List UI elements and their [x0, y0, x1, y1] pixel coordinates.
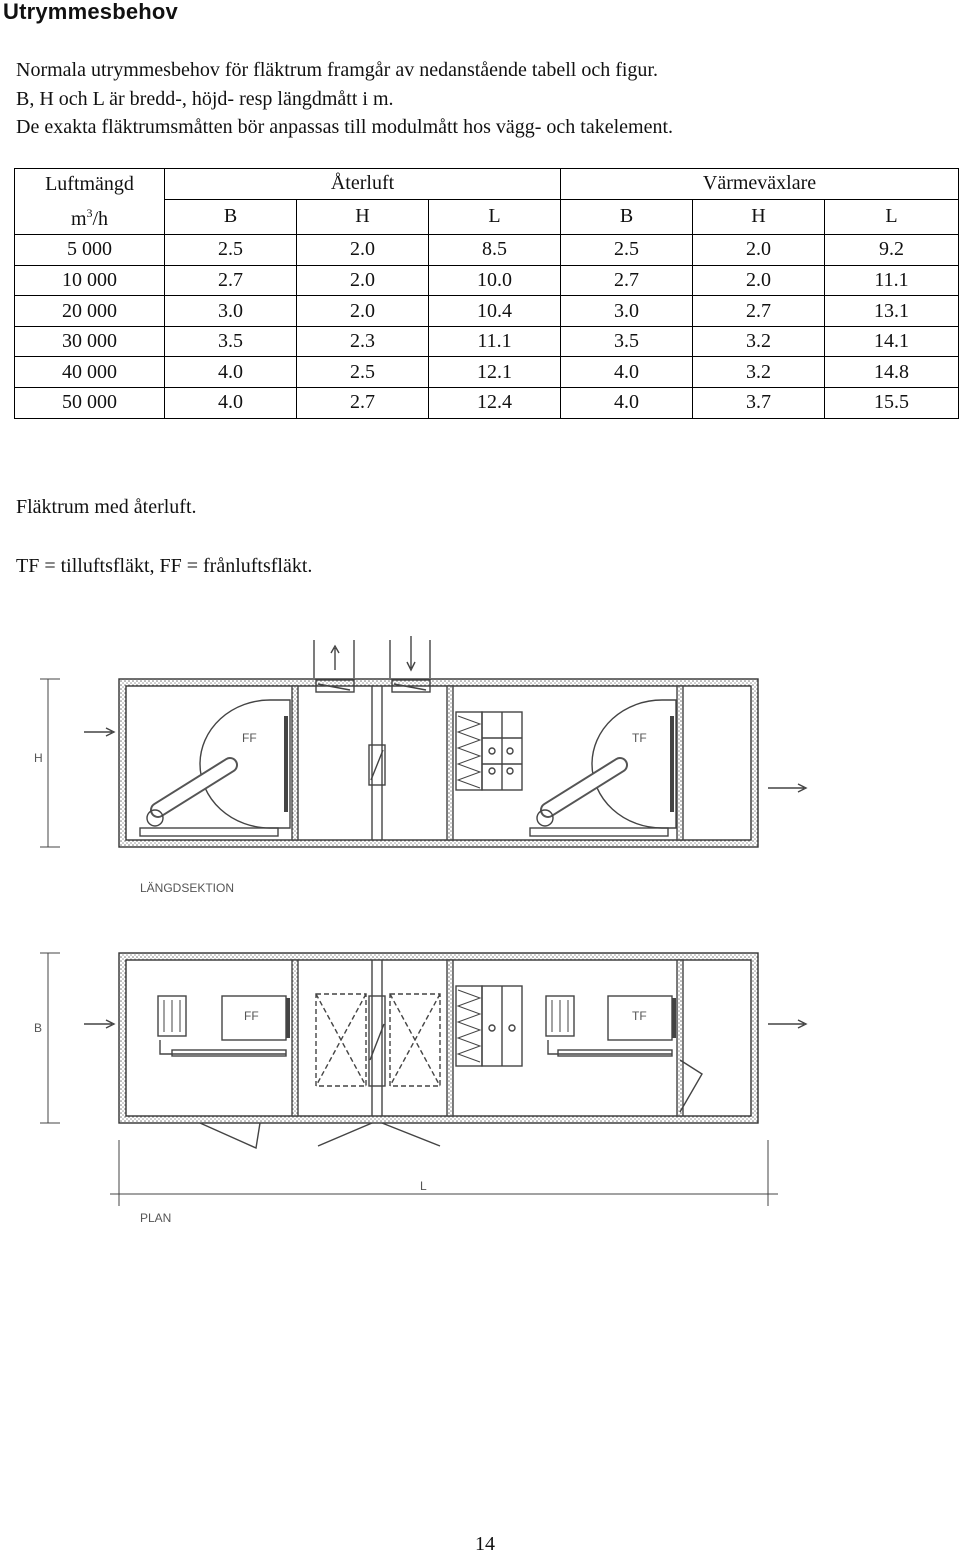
table-row [15, 326, 959, 357]
section-partition [677, 686, 683, 840]
plan-title: PLAN [140, 1211, 172, 1225]
table-cell: 11.1 [825, 265, 959, 296]
table-cell: 4.0 [165, 357, 297, 388]
table-cell: 3.5 [561, 326, 693, 357]
width-dimension [40, 953, 60, 1123]
plan-partition [292, 960, 298, 1116]
fan-room-drawing [0, 600, 960, 1240]
table-cell: 2.5 [561, 235, 693, 266]
table-row [15, 235, 959, 266]
table-cell: 20 000 [15, 296, 165, 327]
height-dimension [40, 679, 60, 847]
table-cell: 14.1 [825, 326, 959, 357]
table-cell: 2.0 [297, 265, 429, 296]
table-cell: 2.3 [297, 326, 429, 357]
subheader-h: H [297, 199, 429, 235]
plan-view [34, 953, 806, 1225]
figure-caption: Fläktrum med återluft. [16, 496, 197, 518]
page-number: 14 [475, 1533, 495, 1555]
table-cell: 50 000 [15, 388, 165, 419]
table-cell: 12.1 [429, 357, 561, 388]
table-cell: 40 000 [15, 357, 165, 388]
table-cell: 14.8 [825, 357, 959, 388]
subheader-b: B [165, 199, 297, 235]
table-cell: 3.0 [561, 296, 693, 327]
intro-line-2: B, H och L är bredd-, höjd- resp längdmått i m. [16, 87, 394, 110]
table-cell: 4.0 [165, 388, 297, 419]
table-header-row [15, 169, 959, 200]
table-row [15, 296, 959, 327]
table-cell: 2.7 [165, 265, 297, 296]
table-cell: 13.1 [825, 296, 959, 327]
plan-partition [677, 960, 683, 1116]
table-cell: 2.0 [297, 235, 429, 266]
height-label: H [34, 751, 43, 765]
intake-arrow-icon [407, 636, 415, 670]
table-cell: 8.5 [429, 235, 561, 266]
table-cell: 2.0 [693, 235, 825, 266]
dimensions-table [14, 168, 959, 419]
table-cell: 3.5 [165, 326, 297, 357]
door-swing [318, 1123, 440, 1146]
outlet-arrow-icon [768, 1020, 806, 1028]
table-cell: 10.4 [429, 296, 561, 327]
page-heading: Utrymmesbehov [3, 0, 178, 24]
table-cell: 2.0 [693, 265, 825, 296]
table-cell: 3.0 [165, 296, 297, 327]
table-cell: 2.5 [297, 357, 429, 388]
header-heat-exchanger: Värmeväxlare [561, 169, 959, 200]
subheader-b: B [561, 199, 693, 235]
section-partition [292, 686, 298, 840]
table-subheader-row [15, 199, 959, 235]
plan-inner-wall [126, 960, 751, 1116]
table-cell: 15.5 [825, 388, 959, 419]
ff-label: FF [242, 731, 257, 745]
section-title: LÄNGDSEKTION [140, 881, 235, 895]
table-cell: 2.7 [297, 388, 429, 419]
table-cell: 2.5 [165, 235, 297, 266]
exhaust-arrow-icon [331, 646, 339, 670]
ff-plan-label: FF [244, 1009, 259, 1023]
table-cell: 3.7 [693, 388, 825, 419]
width-label: B [34, 1021, 43, 1035]
table-cell: 11.1 [429, 326, 561, 357]
tf-plan-label: TF [632, 1009, 647, 1023]
table-cell: 3.2 [693, 326, 825, 357]
table-row [15, 357, 959, 388]
subheader-l: L [825, 199, 959, 235]
door-swing [200, 1123, 260, 1148]
section-partition [447, 686, 453, 840]
legend-caption: TF = tilluftsfläkt, FF = frånluftsfläkt. [16, 555, 313, 577]
intro-line-3: De exakta fläktrumsmåtten bör anpassas till modulmått hos vägg- och takelement. [16, 116, 674, 138]
table-cell: 4.0 [561, 388, 693, 419]
subheader-h: H [693, 199, 825, 235]
table-cell: 10 000 [15, 265, 165, 296]
table-cell: 5 000 [15, 235, 165, 266]
tf-label: TF [632, 731, 647, 745]
inlet-arrow-icon [84, 728, 114, 736]
table-cell: 12.4 [429, 388, 561, 419]
table-cell: 30 000 [15, 326, 165, 357]
length-label: L [420, 1179, 427, 1193]
intro-line-1: Normala utrymmesbehov för fläktrum framgår av nedanstående tabell och figur. [16, 59, 658, 81]
header-airflow: Luftmängd [15, 169, 165, 200]
table-cell: 9.2 [825, 235, 959, 266]
plan-partition [447, 960, 453, 1116]
table-cell: 10.0 [429, 265, 561, 296]
table-row [15, 265, 959, 296]
intro-paragraph [16, 56, 673, 142]
header-unit: $m^3/h$ [15, 199, 165, 235]
inlet-arrow-icon [84, 1020, 114, 1028]
outlet-arrow-icon [768, 784, 806, 792]
table-cell: 3.2 [693, 357, 825, 388]
header-return-air: Återluft [165, 169, 561, 200]
section-view [34, 636, 806, 895]
table-cell: 2.7 [693, 296, 825, 327]
table-row [15, 388, 959, 419]
roof-duct [314, 640, 430, 678]
table-cell: 2.0 [297, 296, 429, 327]
subheader-l: L [429, 199, 561, 235]
table-cell: 4.0 [561, 357, 693, 388]
table-cell: 2.7 [561, 265, 693, 296]
length-dimension [110, 1140, 778, 1206]
